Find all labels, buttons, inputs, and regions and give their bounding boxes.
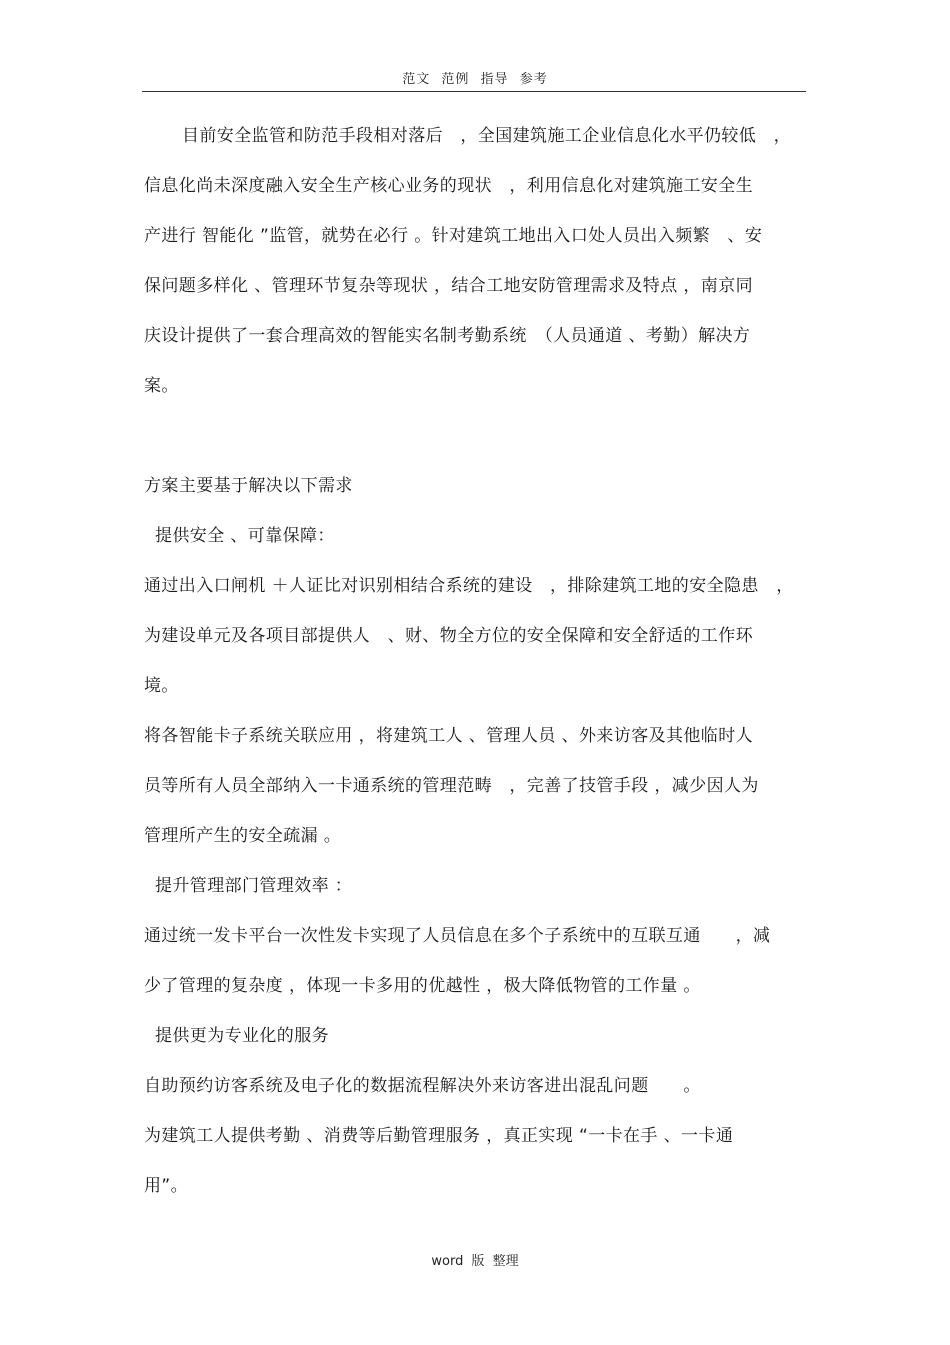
intro-line-3: 产进行 智能化 ”监管，就势在必行 。针对建筑工地出入口处人员出入频繁 、安 [144,226,763,246]
section-heading-safety: 提供安全 、可靠保障： [155,526,335,546]
service-line-1: 自助预约访客系统及电子化的数据流程解决外来访客进出混乱问题 。 [144,1076,701,1096]
safety-line-6: 管理所产生的安全疏漏 。 [144,826,342,846]
safety-line-1: 通过出入口闸机 ＋人证比对识别相结合系统的建设 ，排除建筑工地的安全隐患 ， [144,576,794,596]
header-divider [142,91,806,92]
paragraph-gap [144,424,816,474]
efficiency-line-2: 少了管理的复杂度 ，体现一卡多用的优越性 ，极大降低物管的工作量 。 [144,976,701,996]
page-header: 范文 范例 指导 参考 [402,72,548,87]
service-line-3: 用”。 [144,1176,189,1196]
page-footer: word 版 整理 [431,1254,519,1269]
intro-line-1: 目前安全监管和防范手段相对落后 ，全国建筑施工企业信息化水平仍较低 ， [182,126,791,146]
intro-line-4: 保问题多样化 、管理环节复杂等现状 ，结合工地安防管理需求及特点 ，南京同 [144,276,754,296]
intro-line-6: 案。 [144,376,179,396]
service-line-2: 为建筑工人提供考勤 、消费等后勤管理服务 ，真正实现 “一卡在手 、一卡通 [144,1126,734,1146]
safety-line-2: 为建设单元及各项目部提供人 、财、物全方位的安全保障和安全舒适的工作环 [144,626,753,646]
section-heading-service: 提供更为专业化的服务 [155,1026,329,1046]
intro-line-5: 庆设计提供了一套合理高效的智能实名制考勤系统 （人员通道 、考勤）解决方 [144,326,751,346]
section-heading-efficiency: 提升管理部门管理效率 ： [155,876,353,896]
document-body [144,124,816,1224]
safety-line-3: 境。 [144,676,179,696]
efficiency-line-1: 通过统一发卡平台一次性发卡实现了人员信息在多个子系统中的互联互通 ，减 [144,926,771,946]
intro-line-2: 信息化尚未深度融入安全生产核心业务的现状 ，利用信息化对建筑施工安全生 [144,176,753,196]
safety-line-5: 员等所有人员全部纳入一卡通系统的管理范畴 ，完善了技管手段 ，减少因人为 [144,776,759,796]
requirements-heading: 方案主要基于解决以下需求 [144,476,353,496]
safety-line-4: 将各智能卡子系统关联应用 ，将建筑工人 、管理人员 、外来访客及其他临时人 [144,726,754,746]
